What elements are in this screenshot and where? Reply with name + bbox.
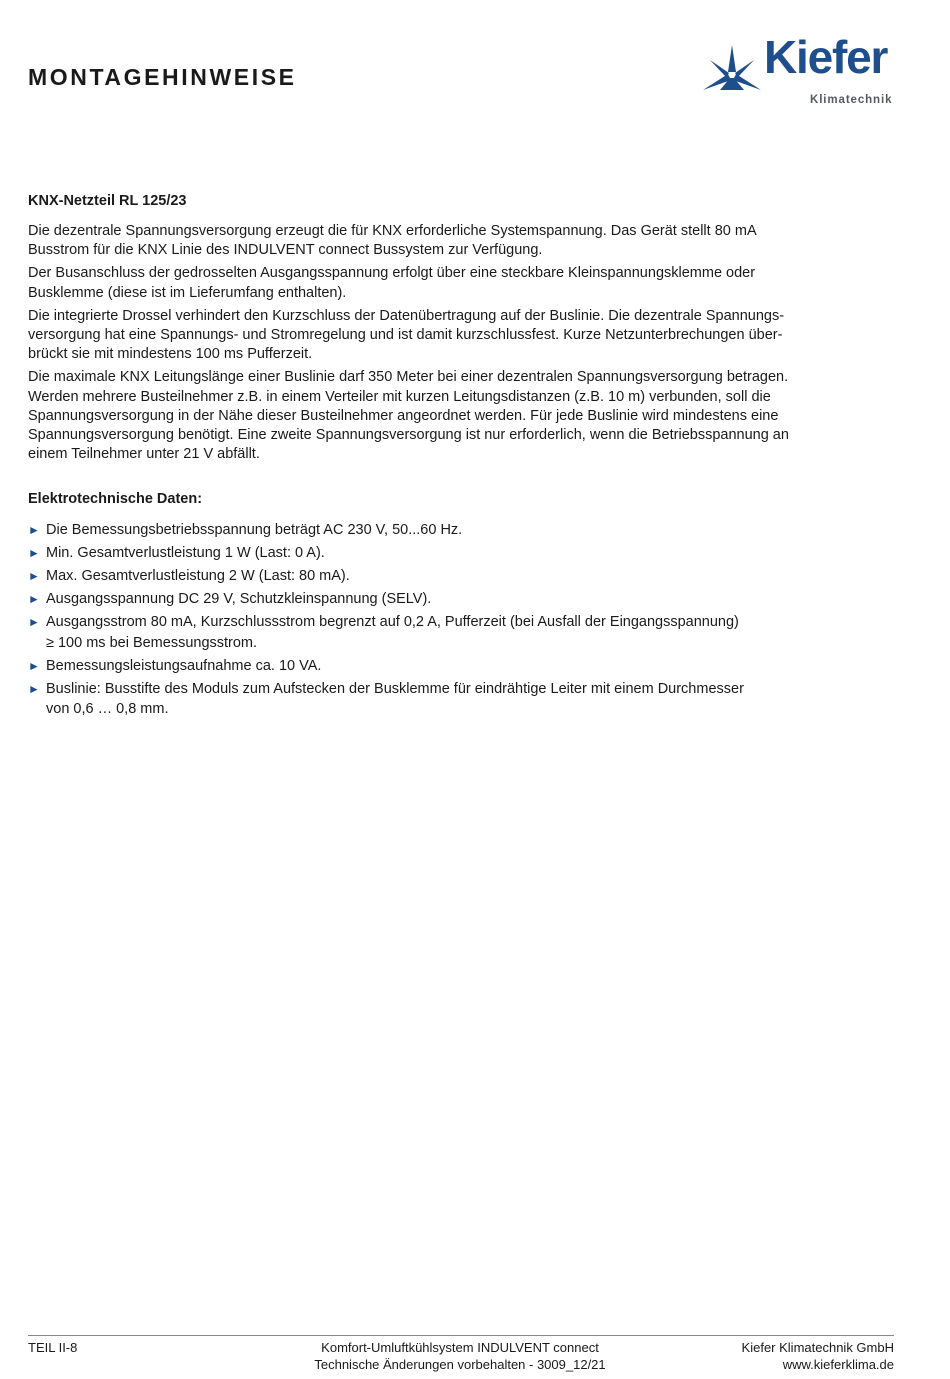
bullet-arrow-icon: ► xyxy=(28,592,40,607)
list-item xyxy=(28,520,868,541)
bullet-arrow-icon: ► xyxy=(28,615,40,630)
paragraph xyxy=(28,264,868,302)
list-item xyxy=(28,589,868,610)
footer-company-name: Kiefer Klimatechnik GmbH xyxy=(741,1340,894,1355)
paragraph-line: brückt sie mit mindestens 100 ms Pufferzeit. xyxy=(28,346,313,363)
bullet-arrow-icon: ► xyxy=(28,681,40,696)
footer-product-line: Komfort-Umluftkühlsystem INDULVENT connect xyxy=(321,1340,599,1355)
logo-subtitle: Klimatechnik xyxy=(810,94,893,106)
list-item xyxy=(28,612,868,653)
logo-wordmark: Kiefer xyxy=(764,31,888,83)
paragraph-line: Werden mehrere Busteilnehmer z.B. in einem Verteiler mit kurzen Leitungsdistanzen (z.B. 10 m) verbunden, soll die xyxy=(28,388,771,405)
kiefer-logo xyxy=(700,31,900,112)
footer-document-info xyxy=(250,1339,670,1373)
list-item-line: Die Bemessungsbetriebsspannung beträgt AC 230 V, 50...60 Hz. xyxy=(46,522,463,539)
list-item-line: Bemessungsleistungsaufnahme ca. 10 VA. xyxy=(46,657,322,674)
list-item-line: Max. Gesamtverlustleistung 2 W (Last: 80 mA). xyxy=(46,568,350,585)
footer-website: www.kieferklima.de xyxy=(782,1357,894,1372)
paragraph-line: Die integrierte Drossel verhindert den Kurzschluss der Datenübertragung auf der Buslinie. Die dezentrale Spannungs- xyxy=(28,307,785,324)
bullet-arrow-icon: ► xyxy=(28,523,40,538)
page-title: MONTAGEHINWEISE xyxy=(28,64,297,90)
list-item-line: von 0,6 … 0,8 mm. xyxy=(46,701,169,718)
paragraph-line: Spannungsversorgung benötigt. Eine zweite Spannungsversorgung ist nur erforderlich, wenn die Betriebsspannung an xyxy=(28,427,789,444)
section-heading-elektrotechnische-daten: Elektrotechnische Daten: xyxy=(28,491,203,508)
footer-page-number: TEIL II-8 xyxy=(28,1340,78,1355)
list-item-line: Min. Gesamtverlustleistung 1 W (Last: 0 A). xyxy=(46,545,325,562)
list-item-line: Ausgangsspannung DC 29 V, Schutzkleinspannung (SELV). xyxy=(46,591,432,608)
paragraph xyxy=(28,368,868,464)
bullet-arrow-icon: ► xyxy=(28,569,40,584)
paragraph-line: Die maximale KNX Leitungslänge einer Buslinie darf 350 Meter bei einer dezentralen Spannungsversorgung betragen. xyxy=(28,369,789,386)
paragraph-line: Busklemme (diese ist im Lieferumfang enthalten). xyxy=(28,284,347,301)
footer-divider xyxy=(28,1335,894,1336)
footer-revision-line: Technische Änderungen vorbehalten - 3009_12/21 xyxy=(314,1357,606,1372)
section-heading-knx-netzteil: KNX-Netzteil RL 125/23 xyxy=(28,193,187,209)
list-item-line: ≥ 100 ms bei Bemessungsstrom. xyxy=(46,634,258,651)
paragraph-line: versorgung hat eine Spannungs- und Stromregelung und ist damit kurzschlussfest. Kurze Netzunterbrechungen über- xyxy=(28,327,783,344)
paragraph xyxy=(28,222,868,260)
description-paragraphs xyxy=(28,222,868,464)
kiefer-star-icon xyxy=(700,42,764,92)
footer-company-info xyxy=(742,1339,894,1373)
paragraph-line: Die dezentrale Spannungsversorgung erzeugt die für KNX erforderliche Systemspannung. Das Gerät stellt 80 mA xyxy=(28,223,757,239)
paragraph xyxy=(28,307,868,365)
list-item xyxy=(28,566,868,587)
main-content xyxy=(28,192,868,722)
paragraph-line: Spannungsversorgung in der Nähe dieser Busteilnehmer angeordnet werden. Für jede Buslinie wird mindestens eine xyxy=(28,407,779,424)
list-item-line: Buslinie: Busstifte des Moduls zum Aufstecken der Busklemme für eindrähtige Leiter mit einem Durchmesser xyxy=(46,680,744,697)
paragraph-line: einem Teilnehmer unter 21 V abfällt. xyxy=(28,446,260,463)
list-item xyxy=(28,543,868,564)
bullet-arrow-icon: ► xyxy=(28,546,40,561)
paragraph-line: Der Busanschluss der gedrosselten Ausgangsspannung erfolgt über eine steckbare Kleinspannungsklemme oder xyxy=(28,265,756,282)
list-item-line: Ausgangsstrom 80 mA, Kurzschlussstrom begrenzt auf 0,2 A, Pufferzeit (bei Ausfall der Eingangsspannung) xyxy=(46,614,739,631)
list-item xyxy=(28,656,868,677)
bullet-arrow-icon: ► xyxy=(28,658,40,673)
technical-data-list xyxy=(28,520,868,720)
paragraph-line: Busstrom für die KNX Linie des INDULVENT connect Bussystem zur Verfügung. xyxy=(28,242,543,259)
list-item xyxy=(28,679,868,720)
